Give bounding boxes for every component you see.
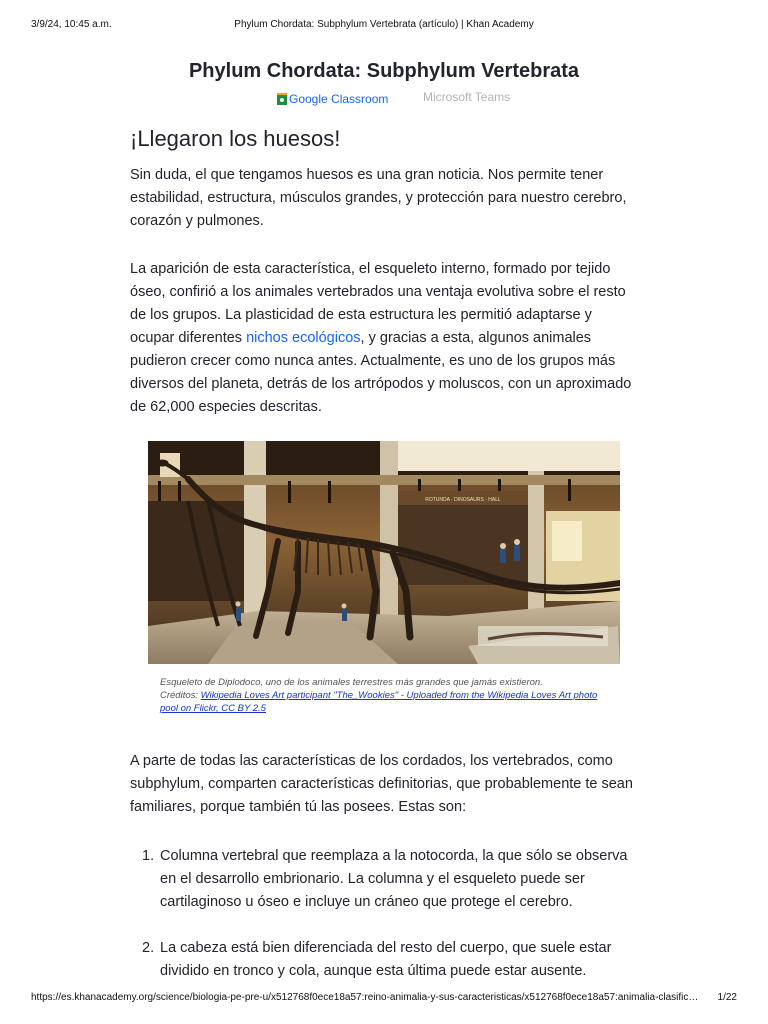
page-number: 1/22 — [717, 992, 737, 1003]
diplodocus-photo — [148, 441, 620, 664]
google-classroom-label: Google Classroom — [289, 92, 389, 106]
caption-credits — [160, 689, 610, 715]
article-body — [130, 124, 640, 415]
list-item-number: 1. — [142, 848, 155, 864]
hall-sign-text: ROTUNDA · DINOSAURS · HALL — [425, 497, 501, 503]
list-item-number: 2. — [142, 940, 155, 956]
diplodocus-skeleton-image — [148, 441, 620, 664]
google-classroom-button[interactable] — [277, 92, 388, 106]
credits-link[interactable]: Wikipedia Loves Art participant "The_Wookies" - Uploaded from the Wikipedia Loves Art photo pool on Flickr, CC BY 2.5 — [160, 690, 598, 714]
google-classroom-icon — [277, 93, 287, 105]
paragraph-3: A parte de todas las características de los cordados, los vertebrados, como subphylum, comparten características definitorias, que probablemente te sean familiares, porque también tú las posees. Estas son: — [130, 753, 633, 815]
paragraph-2-text-a: La aparición de esta característica, el esqueleto interno, formado por tejido óseo, confirió a los animales vertebrados una ventaja evolutiva sobre el resto de los grupos. La plasticidad de esta estructura les permitió adaptarse y ocupar diferentes — [130, 261, 626, 346]
print-footer — [0, 992, 768, 1006]
print-datetime: 3/9/24, 10:45 a.m. — [31, 19, 112, 30]
paragraph-2-text-b: , y gracias a esta, algunos animales pudieron crecer como nunca antes. Actualmente, es uno de los grupos más diversos del planeta, detrás de los artrópodos y moluscos, con un aproximado de 62,000 especies descritas. — [130, 330, 632, 415]
paragraph-1: Sin duda, el que tengamos huesos es una gran noticia. Nos permite tener estabilidad, estructura, músculos grandes, y protección para nuestro cerebro, corazón y pulmones. — [130, 167, 627, 229]
credits-label: Créditos: — [160, 690, 201, 701]
article-title: Phylum Chordata: Subphylum Vertebrata — [188, 60, 580, 82]
section-heading: ¡Llegaron los huesos! — [130, 126, 341, 151]
figure-caption — [160, 676, 610, 715]
paragraph-2 — [130, 258, 640, 419]
share-row — [0, 90, 768, 108]
caption-text: Esqueleto de Diplodoco, uno de los animales terrestres más grandes que jamás existieron. — [160, 677, 543, 688]
vertebrate-features-list — [130, 845, 640, 983]
list-item-text: La cabeza está bien diferenciada del resto del cuerpo, que suele estar dividido en tronco y cola, aunque esta última puede estar ausente. — [160, 940, 612, 979]
list-item-text: Columna vertebral que reemplaza a la notocorda, la que sólo se observa en el desarrollo embrionario. La columna y el esqueleto puede ser cartilaginoso u óseo e incluye un cráneo que protege el cerebro. — [160, 848, 628, 910]
print-url: https://es.khanacademy.org/science/biologia-pe-pre-u/x512768f0ece18a57:reino-animalia-y-sus-caracteristicas/x512768f0ece18a57:animalia-clasific… — [31, 992, 699, 1003]
list-item — [130, 937, 640, 983]
print-page-title: Phylum Chordata: Subphylum Vertebrata (artículo) | Khan Academy — [234, 19, 534, 30]
nichos-ecologicos-link[interactable]: nichos ecológicos — [246, 330, 361, 346]
print-header — [0, 19, 768, 33]
microsoft-teams-button[interactable]: Microsoft Teams — [423, 90, 511, 104]
list-item — [130, 845, 640, 914]
